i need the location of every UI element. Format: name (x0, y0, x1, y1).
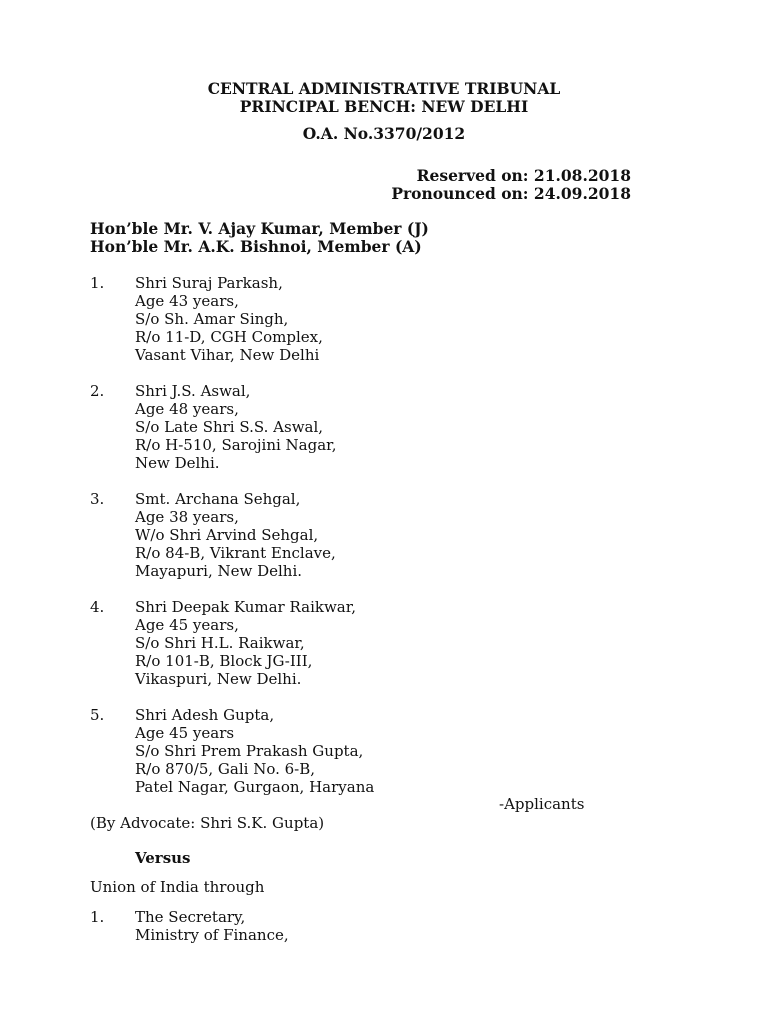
bench-title: PRINCIPAL BENCH: NEW DELHI (239, 97, 529, 116)
applicant-line: Age 45 years (135, 724, 235, 742)
applicant-line: S/o Sh. Amar Singh, (135, 310, 289, 328)
advocate-line: (By Advocate: Shri S.K. Gupta) (90, 814, 325, 832)
list-number: 3. (90, 490, 105, 508)
list-number: 1. (90, 908, 105, 926)
coram-member-2: Hon’ble Mr. A.K. Bishnoi, Member (A) (90, 237, 422, 256)
applicant-line: Age 45 years, (135, 616, 239, 634)
applicant-line: Age 38 years, (135, 508, 239, 526)
applicant-line: R/o 870/5, Gali No. 6-B, (135, 760, 316, 778)
applicant-line: Age 43 years, (135, 292, 239, 310)
applicant-line: Shri Adesh Gupta, (135, 706, 275, 724)
case-number: O.A. No.3370/2012 (302, 124, 466, 143)
applicant-line: R/o H-510, Sarojini Nagar, (135, 436, 337, 454)
applicant-line: Mayapuri, New Delhi. (135, 562, 303, 580)
respondents-intro: Union of India through (90, 878, 265, 896)
applicant-line: Vikaspuri, New Delhi. (135, 670, 302, 688)
applicant-line: Shri Suraj Parkash, (135, 274, 283, 292)
applicant-line: Shri J.S. Aswal, (135, 382, 251, 400)
applicant-line: S/o Late Shri S.S. Aswal, (135, 418, 324, 436)
applicant-line: Shri Deepak Kumar Raikwar, (135, 598, 357, 616)
applicant-line: R/o 84-B, Vikrant Enclave, (135, 544, 336, 562)
coram-member-1: Hon’ble Mr. V. Ajay Kumar, Member (J) (90, 219, 429, 238)
applicant-line: R/o 101-B, Block JG-III, (135, 652, 313, 670)
applicant-line: Patel Nagar, Gurgaon, Haryana (135, 778, 375, 796)
applicant-line: Vasant Vihar, New Delhi (135, 346, 320, 364)
list-number: 5. (90, 706, 105, 724)
pronounced-date: Pronounced on: 24.09.2018 (391, 184, 631, 203)
list-number: 4. (90, 598, 105, 616)
list-number: 2. (90, 382, 105, 400)
list-number: 1. (90, 274, 105, 292)
applicant-line: New Delhi. (135, 454, 220, 472)
applicant-line: S/o Shri H.L. Raikwar, (135, 634, 305, 652)
applicants-label: -Applicants (499, 795, 585, 813)
versus-heading: Versus (135, 849, 191, 867)
applicant-line: R/o 11-D, CGH Complex, (135, 328, 323, 346)
applicant-line: S/o Shri Prem Prakash Gupta, (135, 742, 364, 760)
reserved-date: Reserved on: 21.08.2018 (416, 166, 631, 185)
tribunal-title: CENTRAL ADMINISTRATIVE TRIBUNAL (207, 79, 561, 98)
applicant-line: Age 48 years, (135, 400, 239, 418)
respondent-line: The Secretary, (135, 908, 246, 926)
applicant-line: W/o Shri Arvind Sehgal, (135, 526, 319, 544)
applicant-line: Smt. Archana Sehgal, (135, 490, 301, 508)
respondent-line: Ministry of Finance, (135, 926, 289, 944)
